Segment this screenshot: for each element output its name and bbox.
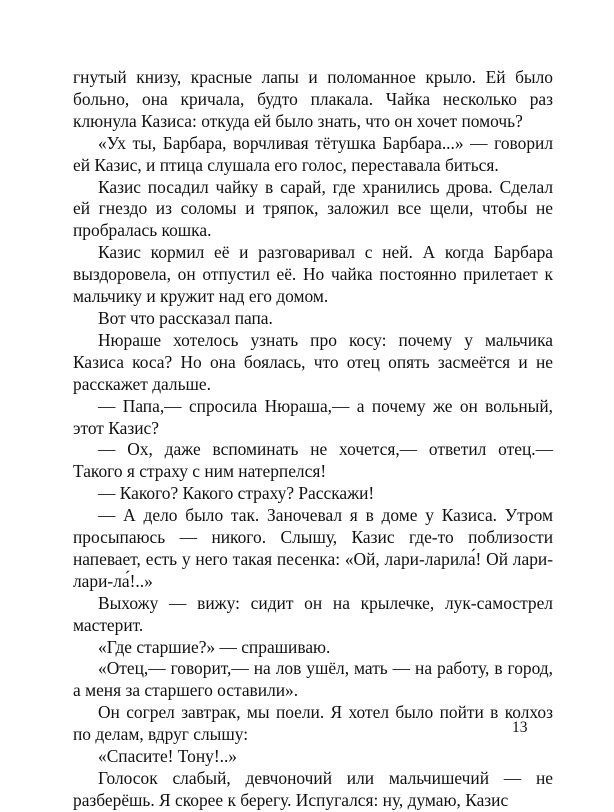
page-number: 13	[512, 719, 528, 736]
paragraph: «Отец,— говорит,— на лов ушёл, мать — на работу, в город, а меня за старшего оставили».	[73, 658, 553, 701]
page-text	[73, 67, 553, 812]
paragraph: Он согрел завтрак, мы поели. Я хотел было пойти в колхоз по делам, вдруг слышу:	[73, 702, 553, 745]
paragraph: гнутый книзу, красные лапы и поломанное крыло. Ей было больно, она кричала, будто плакала. Чайка несколько раз клюнула Казиса: откуда ей было знать, что он хочет помочь?	[73, 67, 553, 131]
paragraph: — Папа,— спросила Нюраша,— а почему же он вольный, этот Казис?	[73, 395, 553, 438]
paragraph: Нюраше хотелось узнать про косу: почему у мальчика Казиса коса? Но она боялась, что отец опять засмеётся и не расскажет дальше.	[73, 329, 553, 394]
paragraph: «Ух ты, Барбара, ворчливая тётушка Барбара...» — говорил ей Казис, и птица слушала его голос, переставала биться.	[73, 132, 553, 175]
paragraph: — А дело было так. Заночевал я в доме у Казиса. Утром просыпаюсь — никого. Слышу, Казис где-то поблизости напевает, есть у него такая песенка: «Ой, лари-ларила́! Ой лари-лари-ла́!..»	[73, 505, 553, 591]
paragraph: Голосок слабый, девчоночий или мальчишечий — не разберёшь. Я скорее к берегу. Испугался: ну, думаю, Казис	[73, 768, 553, 810]
paragraph: Казис кормил её и разговаривал с ней. А когда Барбара выздоровела, он отпустил её. Но чайка постоянно прилетает к мальчику и кружит над его домом.	[73, 242, 553, 307]
paragraph: «Где старшие?» — спрашиваю.	[98, 636, 331, 657]
paragraph: Выхожу — вижу: сидит он на крылечке, лук-самострел мастерит.	[73, 592, 553, 635]
paragraph: Казис посадил чайку в сарай, где хранились дрова. Сделал ей гнездо из соломы и тряпок, заложил все щели, чтобы не пробралась кошка.	[73, 176, 553, 241]
paragraph: Вот что рассказал папа.	[98, 307, 273, 328]
paragraph: — Ох, даже вспоминать не хочется,— ответил отец.— Такого я страху с ним натерпелся!	[73, 439, 553, 482]
paragraph: — Какого? Какого страху? Расскажи!	[98, 483, 375, 504]
paragraph: «Спасите! Тону!..»	[98, 746, 237, 767]
